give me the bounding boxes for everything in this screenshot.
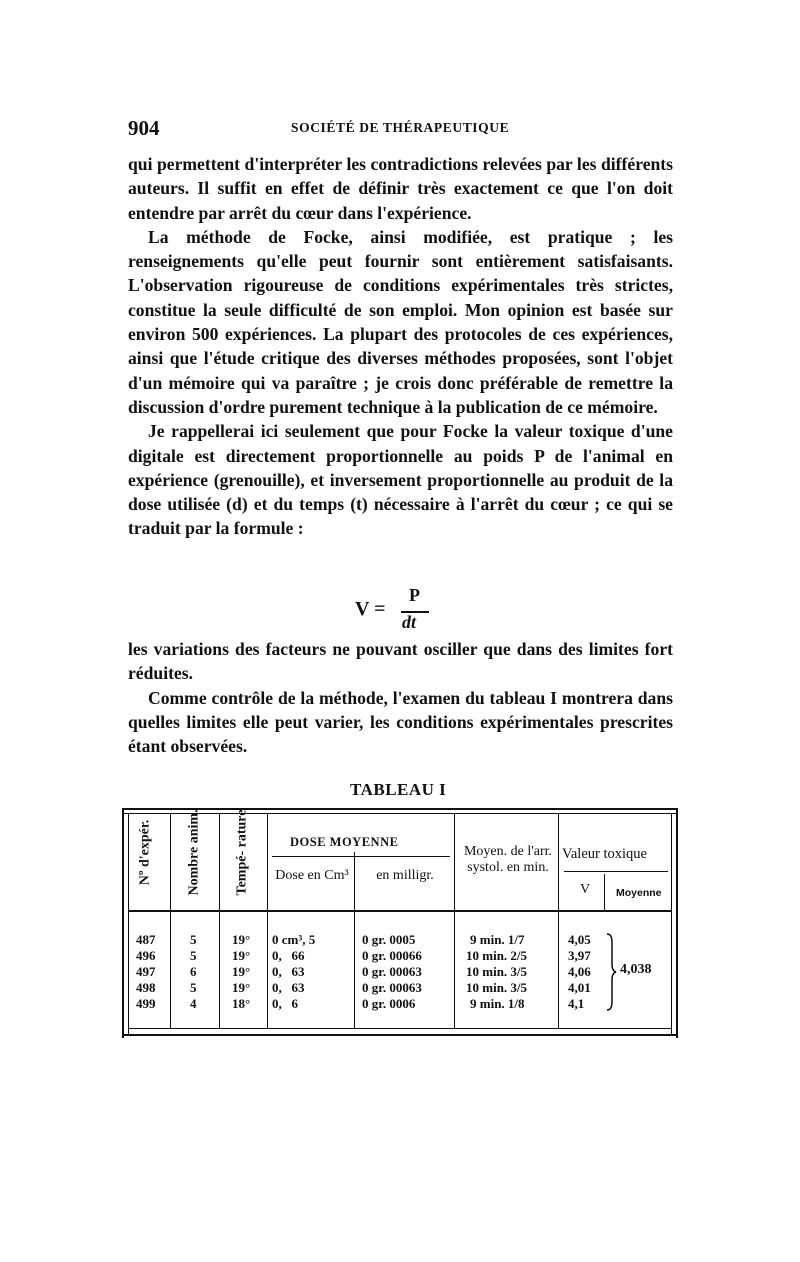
cell-v: 4,01 [568, 980, 591, 995]
cell-milligr: 0 gr. 00066 [362, 948, 422, 963]
cell-num: 487 [136, 932, 156, 947]
cell-num: 497 [136, 964, 156, 979]
body-text [128, 152, 673, 541]
cell-cm3: 0, 63 [272, 964, 305, 979]
header-dose-cm3: Dose en Cm³ [275, 868, 349, 883]
cell-temp: 18° [232, 996, 251, 1011]
header-dose-group: DOSE MOYENNE [290, 835, 399, 849]
header-num: Nº d'expér. [137, 819, 153, 886]
paragraph-5: Comme contrôle de la méthode, l'examen du tableau I montrera dans quelles limites elle peut varier, les conditions expérimentales prescrites étant observées. [128, 687, 673, 757]
cell-cm3: 0, 63 [272, 980, 305, 995]
cell-nombre: 5 [190, 980, 197, 995]
header-temperature: Tempé- rature [234, 809, 250, 896]
cell-moyen: 9 min. 1/8 [470, 996, 525, 1011]
header-v: V [580, 882, 591, 897]
cell-milligr: 0 gr. 00063 [362, 964, 422, 979]
table-left-border-2 [128, 814, 129, 1034]
paragraph-3: Je rappellerai ici seulement que pour Focke la valeur toxique d'une digitale est directement proportionnelle au poids P de l'animal en expérience (grenouille), et inversement proportionnelle au produit de la dose utilisée (d) et du temps (t) nécessaire à l'arrêt du cœur ; ce qui se traduit par la formule : [128, 421, 673, 539]
cell-cm3: 0, 6 [272, 996, 298, 1011]
header-valeur-toxique: Valeur toxique [562, 846, 647, 862]
cell-nombre: 5 [190, 932, 197, 947]
header-moyenne: Moyenne [616, 887, 662, 899]
cell-moyen: 9 min. 1/7 [470, 932, 525, 947]
cell-cm3: 0, 66 [272, 948, 305, 963]
header-nombre: Nombre anim. [186, 809, 202, 896]
curly-brace-icon [604, 932, 618, 1012]
paragraph-1: qui permettent d'interpréter les contradictions relevées par les différents auteurs. Il suffit en effet de définir très exactement ce que l'on doit entendre par arrêt du cœur dans l'expérience. [128, 154, 673, 223]
cell-num: 498 [136, 980, 156, 995]
page-header [128, 116, 673, 140]
paragraph-2: La méthode de Focke, ainsi modifiée, est pratique ; les renseignements qu'elle peut fournir sont entièrement satisfaisants. L'observation rigoureuse de conditions expérimentales très strictes, constitue la seule difficulté de son emploi. Mon opinion est basée sur environ 500 expériences. La plupart des protocoles de ces expériences, ainsi que l'étude critique des diverses méthodes proposées, sont l'objet d'un mémoire qui va paraître ; je crois donc préférable de remettre la discussion d'ordre purement technique à la publication de ce mémoire. [128, 226, 673, 417]
data-table [122, 808, 678, 1040]
table-left-border [122, 808, 124, 1038]
cell-temp: 19° [232, 932, 251, 947]
cell-milligr: 0 gr. 0006 [362, 996, 416, 1011]
paragraph-4: les variations des facteurs ne pouvant osciller que dans des limites fort réduites. [128, 639, 673, 684]
cell-num: 499 [136, 996, 156, 1011]
cell-v: 4,05 [568, 932, 591, 947]
cell-nombre: 5 [190, 948, 197, 963]
cell-milligr: 0 gr. 00063 [362, 980, 422, 995]
valeur-brace-line [564, 871, 668, 872]
formula [355, 585, 445, 635]
cell-temp: 19° [232, 964, 251, 979]
page-number: 904 [128, 116, 160, 140]
cell-nombre: 4 [190, 996, 197, 1011]
cell-v: 4,1 [568, 996, 585, 1011]
cell-num: 496 [136, 948, 156, 963]
running-head: SOCIÉTÉ DE THÉRAPEUTIQUE [291, 120, 510, 135]
col-sep-4 [354, 852, 355, 1028]
col-sep-6 [558, 814, 559, 1028]
cell-v: 4,06 [568, 964, 591, 979]
cell-nombre: 6 [190, 964, 197, 979]
table-title: TABLEAU I [350, 780, 447, 799]
cell-moyen: 10 min. 3/5 [466, 980, 528, 995]
formula-denominator: dt [402, 612, 417, 632]
cell-temp: 19° [232, 948, 251, 963]
table-top-rule [122, 808, 678, 810]
col-sep-1 [170, 814, 171, 1028]
header-moyen: Moyen. de l'arr. systol. en min. [463, 844, 553, 875]
cell-cm3: 0 cm³, 5 [272, 932, 316, 947]
cell-milligr: 0 gr. 0005 [362, 932, 416, 947]
header-rule [128, 910, 672, 912]
col-sep-2 [219, 814, 220, 1028]
col-sep-5 [454, 814, 455, 1028]
table-bottom-rule-2 [122, 1034, 678, 1036]
table-bottom-rule [128, 1028, 672, 1029]
moyenne-value: 4,038 [620, 962, 652, 977]
cell-temp: 19° [232, 980, 251, 995]
table-right-border [676, 808, 678, 1038]
header-dose-milligr: en milligr. [376, 868, 434, 883]
table-top-rule-2 [122, 813, 678, 814]
col-sep-3 [267, 814, 268, 1028]
formula-numerator: P [409, 585, 420, 605]
cell-v: 3,97 [568, 948, 591, 963]
cell-moyen: 10 min. 2/5 [466, 948, 528, 963]
col-sep-7 [604, 874, 605, 910]
dose-brace-line [272, 856, 450, 857]
table-right-border-2 [671, 814, 672, 1034]
formula-lhs: V = [355, 598, 386, 620]
body-text-after-formula [128, 637, 673, 758]
cell-moyen: 10 min. 3/5 [466, 964, 528, 979]
